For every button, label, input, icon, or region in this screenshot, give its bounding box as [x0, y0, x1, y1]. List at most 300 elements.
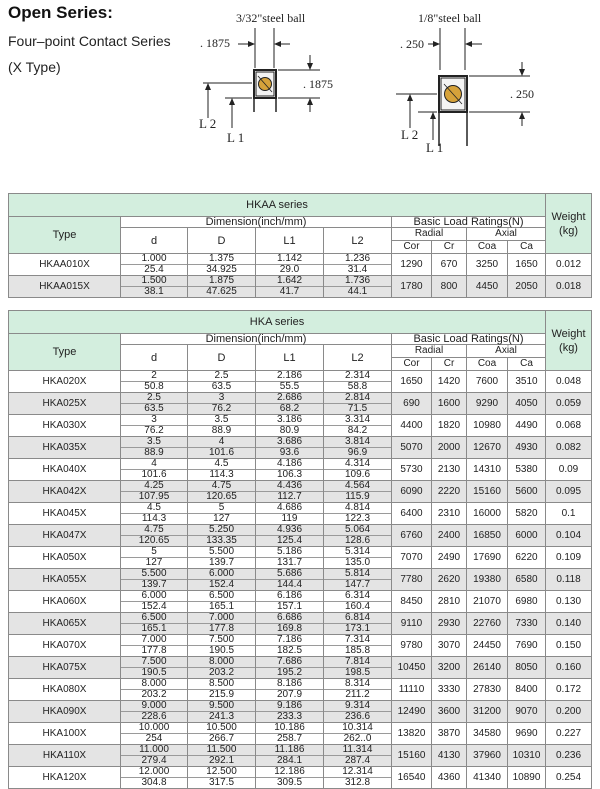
outer-d-cell	[188, 547, 256, 569]
table-row	[9, 371, 592, 393]
l1-cell	[256, 569, 324, 591]
bearing-diagram-small	[199, 11, 333, 145]
l1-cell-inch: 6.186	[256, 591, 323, 602]
ca-cell: 1650	[508, 254, 546, 276]
ca-cell: 10310	[508, 745, 546, 767]
type-cell: HKA090X	[9, 701, 121, 723]
outer-d-cell	[188, 371, 256, 393]
table-row	[9, 459, 592, 481]
outer-d-cell-inch: 1.875	[188, 276, 255, 287]
d-cell-inch: 4.5	[121, 503, 187, 514]
coa-cell: 24450	[467, 635, 508, 657]
table-row	[9, 503, 592, 525]
weight-header: Weight (kg)	[546, 194, 592, 254]
l1-cell-mm: 233.3	[276, 711, 303, 722]
d-cell	[121, 679, 188, 701]
d-cell-inch: 8.000	[121, 679, 187, 690]
cr-cell: 800	[432, 276, 467, 298]
dim-l1-header: L1	[256, 345, 324, 371]
outer-d-cell	[188, 745, 256, 767]
l1-cell	[256, 591, 324, 613]
cor-cell: 9780	[392, 635, 432, 657]
weight-cell: 0.172	[546, 679, 592, 701]
outer-d-cell-mm: 165.1	[208, 601, 235, 612]
l1-cell-inch: 1.142	[256, 254, 323, 265]
weight-cell: 0.104	[546, 525, 592, 547]
l1-cell-mm: 182.5	[276, 645, 303, 656]
d-cell-mm: 190.5	[141, 667, 167, 678]
table-row	[9, 767, 592, 789]
l2-cell-mm: 160.4	[344, 601, 371, 612]
d-cell-mm: 139.7	[141, 579, 167, 590]
dim-l2-header: L2	[324, 228, 392, 254]
table-row	[9, 415, 592, 437]
l2-cell-mm: 31.4	[347, 264, 368, 275]
outer-d-cell-mm: 241.3	[208, 711, 235, 722]
cor-cell: 690	[392, 393, 432, 415]
coa-cell: 31200	[467, 701, 508, 723]
d-cell-inch: 6.000	[121, 591, 187, 602]
coa-cell: 37960	[467, 745, 508, 767]
ca-cell: 6220	[508, 547, 546, 569]
weight-cell: 0.236	[546, 745, 592, 767]
horizontal-dimension: . 1875	[200, 36, 230, 50]
outer-d-cell-inch: 7.500	[188, 635, 255, 646]
l1-cell-inch: 2.686	[256, 393, 323, 404]
weight-cell: 0.095	[546, 481, 592, 503]
cr-cell: 670	[432, 254, 467, 276]
d-cell-mm: 38.1	[144, 286, 164, 297]
l2-cell-inch: 3.814	[324, 437, 391, 448]
d-cell-inch: 4.25	[121, 481, 187, 492]
outer-d-cell-mm: 292.1	[208, 755, 235, 766]
weight-cell: 0.1	[546, 503, 592, 525]
l1-cell-inch: 7.686	[256, 657, 323, 668]
l2-cell-mm: 128.6	[344, 535, 371, 546]
ca-header: Ca	[508, 358, 546, 371]
horizontal-dimension: . 250	[400, 37, 424, 51]
load-ratings-header: Basic Load Ratings(N)	[392, 217, 546, 228]
bearing-diagram-large	[396, 11, 534, 155]
ca-cell: 7330	[508, 613, 546, 635]
outer-d-cell	[188, 635, 256, 657]
l2-cell	[324, 276, 392, 298]
outer-d-cell-mm: 120.65	[206, 491, 237, 502]
weight-cell: 0.130	[546, 591, 592, 613]
cor-cell: 4400	[392, 415, 432, 437]
table-row	[9, 393, 592, 415]
l1-cell-mm: 93.6	[279, 447, 300, 458]
d-cell-mm: 107.95	[138, 491, 170, 502]
type-cell: HKA035X	[9, 437, 121, 459]
cor-cell: 1650	[392, 371, 432, 393]
outer-d-cell-inch: 3.5	[188, 415, 255, 426]
ca-cell: 5820	[508, 503, 546, 525]
table-row	[9, 657, 592, 679]
ca-cell: 9690	[508, 723, 546, 745]
outer-d-cell-inch: 6.000	[188, 569, 255, 580]
coa-cell: 34580	[467, 723, 508, 745]
l2-cell-mm: 109.6	[344, 469, 371, 480]
weight-cell: 0.018	[546, 276, 592, 298]
cor-cell: 8450	[392, 591, 432, 613]
l1-cell-inch: 4.436	[256, 481, 323, 492]
cr-cell: 2400	[432, 525, 467, 547]
coa-cell: 4450	[467, 276, 508, 298]
l2-cell-inch: 4.564	[324, 481, 391, 492]
cr-header: Cr	[432, 241, 467, 254]
outer-d-cell-mm: 133.35	[206, 535, 237, 546]
type-cell: HKAA015X	[9, 276, 121, 298]
l2-cell-mm: 122.3	[344, 513, 371, 524]
d-cell-inch: 7.000	[121, 635, 187, 646]
l1-cell	[256, 679, 324, 701]
l1-cell-inch: 4.686	[256, 503, 323, 514]
l2-cell-mm: 287.4	[344, 755, 371, 766]
d-cell-mm: 120.65	[138, 535, 170, 546]
type-cell: HKA045X	[9, 503, 121, 525]
l1-cell-mm: 119	[281, 513, 298, 524]
weight-cell: 0.200	[546, 701, 592, 723]
dim-d-header: D	[188, 228, 256, 254]
l2-cell	[324, 745, 392, 767]
weight-header: Weight (kg)	[546, 311, 592, 371]
series-title: HKAA series	[9, 194, 546, 217]
d-cell-inch: 10.000	[121, 723, 187, 734]
l2-cell	[324, 415, 392, 437]
d-cell	[121, 415, 188, 437]
d-cell-inch: 2	[121, 371, 187, 382]
type-subtitle: (X Type)	[8, 59, 61, 75]
d-cell	[121, 657, 188, 679]
axial-header: Axial	[467, 345, 546, 358]
outer-d-cell	[188, 481, 256, 503]
l1-cell	[256, 393, 324, 415]
dim-l1-header: L1	[256, 228, 324, 254]
bearing-cross-section-diagrams	[0, 0, 600, 185]
type-header: Type	[9, 217, 121, 254]
outer-d-cell	[188, 503, 256, 525]
ca-cell: 3510	[508, 371, 546, 393]
ca-cell: 6000	[508, 525, 546, 547]
l1-cell	[256, 525, 324, 547]
ca-cell: 6980	[508, 591, 546, 613]
outer-d-cell	[188, 276, 256, 298]
l2-cell-mm: 198.5	[344, 667, 371, 678]
l2-cell-mm: 173.1	[344, 623, 371, 634]
dim-l2-header: L2	[324, 345, 392, 371]
d-cell-mm: 127	[145, 557, 163, 568]
type-header: Type	[9, 334, 121, 371]
l1-cell	[256, 276, 324, 298]
l2-cell-inch: 7.814	[324, 657, 391, 668]
l1-label: L 1	[227, 130, 245, 145]
table-row	[9, 276, 592, 298]
coa-cell: 12670	[467, 437, 508, 459]
cr-cell: 1420	[432, 371, 467, 393]
l1-cell-mm: 29.0	[279, 264, 300, 275]
l2-cell-mm: 262..0	[343, 733, 372, 744]
outer-d-cell-inch: 10.500	[188, 723, 255, 734]
radial-header: Radial	[392, 345, 467, 358]
table-row	[9, 569, 592, 591]
weight-cell: 0.09	[546, 459, 592, 481]
outer-d-cell-mm: 215.9	[208, 689, 235, 700]
d-cell-mm: 101.6	[141, 469, 167, 480]
d-cell-mm: 50.8	[144, 381, 164, 392]
coa-cell: 26140	[467, 657, 508, 679]
type-cell: HKA060X	[9, 591, 121, 613]
coa-cell: 22760	[467, 613, 508, 635]
l2-cell-inch: 9.314	[324, 701, 391, 712]
l2-cell-mm: 147.7	[344, 579, 371, 590]
d-cell-mm: 152.4	[141, 601, 167, 612]
cor-cell: 12490	[392, 701, 432, 723]
axial-header: Axial	[467, 228, 546, 241]
l1-cell-mm: 131.7	[276, 557, 303, 568]
ca-cell: 7690	[508, 635, 546, 657]
page-title: Open Series:	[8, 3, 113, 22]
type-cell: HKA040X	[9, 459, 121, 481]
l2-cell-inch: 1.736	[324, 276, 391, 287]
l2-cell-inch: 6.314	[324, 591, 391, 602]
d-cell	[121, 393, 188, 415]
outer-d-cell-mm: 63.5	[211, 381, 232, 392]
outer-d-cell-inch: 8.500	[188, 679, 255, 690]
l2-cell	[324, 525, 392, 547]
l1-cell-inch: 8.186	[256, 679, 323, 690]
d-cell	[121, 371, 188, 393]
l2-cell-mm: 211.2	[345, 689, 370, 700]
d-cell	[121, 723, 188, 745]
l1-cell	[256, 723, 324, 745]
d-cell	[121, 437, 188, 459]
series-subtitle: Four–point Contact Series	[8, 33, 171, 49]
l2-cell	[324, 371, 392, 393]
d-cell	[121, 635, 188, 657]
outer-d-cell	[188, 525, 256, 547]
cor-cell: 6090	[392, 481, 432, 503]
l2-cell-inch: 3.314	[324, 415, 391, 426]
table-row	[9, 481, 592, 503]
outer-d-cell	[188, 723, 256, 745]
d-cell	[121, 591, 188, 613]
type-cell: HKA075X	[9, 657, 121, 679]
l1-cell-inch: 7.186	[256, 635, 323, 646]
l2-cell-inch: 6.814	[324, 613, 391, 624]
l1-cell-inch: 6.686	[256, 613, 323, 624]
coa-cell: 17690	[467, 547, 508, 569]
load-ratings-header: Basic Load Ratings(N)	[392, 334, 546, 345]
l1-cell-inch: 12.186	[256, 767, 323, 778]
weight-cell: 0.082	[546, 437, 592, 459]
l2-cell	[324, 613, 392, 635]
l2-cell	[324, 723, 392, 745]
l1-cell	[256, 481, 324, 503]
d-cell-inch: 5	[121, 547, 187, 558]
vertical-dimension: . 250	[510, 87, 534, 101]
l2-cell-inch: 5.064	[324, 525, 391, 536]
l2-cell-inch: 2.314	[324, 371, 391, 382]
l1-cell-inch: 5.686	[256, 569, 323, 580]
table-row	[9, 591, 592, 613]
ca-cell: 8400	[508, 679, 546, 701]
l1-cell-mm: 169.8	[276, 623, 303, 634]
type-cell: HKA042X	[9, 481, 121, 503]
ca-cell: 4050	[508, 393, 546, 415]
cor-cell: 9110	[392, 613, 432, 635]
l2-cell-mm: 185.8	[344, 645, 371, 656]
outer-d-cell-mm: 139.7	[208, 557, 235, 568]
l2-cell	[324, 437, 392, 459]
outer-d-cell-mm: 190.5	[208, 645, 235, 656]
l2-cell	[324, 481, 392, 503]
d-cell-inch: 2.5	[121, 393, 187, 404]
dim-d-header: d	[121, 228, 188, 254]
d-cell	[121, 481, 188, 503]
l1-cell-mm: 125.4	[276, 535, 303, 546]
outer-d-cell-mm: 203.2	[208, 667, 235, 678]
outer-d-cell-inch: 5.250	[188, 525, 255, 536]
d-cell-mm: 88.9	[144, 447, 164, 458]
l2-label: L 2	[199, 116, 217, 131]
d-cell-mm: 279.4	[141, 755, 167, 766]
outer-d-cell	[188, 437, 256, 459]
outer-d-cell	[188, 679, 256, 701]
d-cell	[121, 503, 188, 525]
l1-cell-inch: 1.642	[256, 276, 323, 287]
outer-d-cell-inch: 7.000	[188, 613, 255, 624]
l1-cell-inch: 3.686	[256, 437, 323, 448]
d-cell-mm: 254	[145, 733, 163, 744]
outer-d-cell-inch: 4	[188, 437, 255, 448]
l1-cell	[256, 459, 324, 481]
type-cell: HKA030X	[9, 415, 121, 437]
cr-cell: 3070	[432, 635, 467, 657]
d-cell-mm: 76.2	[144, 425, 164, 436]
hkaa-series-table	[8, 193, 592, 298]
l2-cell-inch: 4.814	[324, 503, 391, 514]
series-title: HKA series	[9, 311, 546, 334]
outer-d-cell-inch: 3	[188, 393, 255, 404]
coa-cell: 7600	[467, 371, 508, 393]
d-cell	[121, 459, 188, 481]
d-cell	[121, 276, 188, 298]
table-row	[9, 723, 592, 745]
l2-cell-inch: 5.314	[324, 547, 391, 558]
l2-cell-inch: 11.314	[324, 745, 391, 756]
l1-cell-mm: 41.7	[279, 286, 300, 297]
cr-cell: 2310	[432, 503, 467, 525]
outer-d-cell-mm: 317.5	[208, 777, 235, 788]
cr-header: Cr	[432, 358, 467, 371]
l2-cell	[324, 591, 392, 613]
cr-cell: 1600	[432, 393, 467, 415]
type-cell: HKA020X	[9, 371, 121, 393]
cor-cell: 5730	[392, 459, 432, 481]
l2-cell-mm: 84.2	[347, 425, 368, 436]
l2-cell-inch: 12.314	[324, 767, 391, 778]
weight-cell: 0.227	[546, 723, 592, 745]
outer-d-cell	[188, 254, 256, 276]
cor-cell: 10450	[392, 657, 432, 679]
l1-cell-mm: 157.1	[276, 601, 303, 612]
dim-d-header: d	[121, 345, 188, 371]
l1-cell-inch: 4.936	[256, 525, 323, 536]
cr-cell: 1820	[432, 415, 467, 437]
d-cell-inch: 3.5	[121, 437, 187, 448]
l1-cell-inch: 4.186	[256, 459, 323, 470]
cr-cell: 2930	[432, 613, 467, 635]
l2-cell	[324, 701, 392, 723]
ca-cell: 4490	[508, 415, 546, 437]
l1-cell-mm: 144.4	[276, 579, 303, 590]
l2-cell-mm: 115.9	[345, 491, 370, 502]
type-cell: HKA047X	[9, 525, 121, 547]
l1-cell	[256, 254, 324, 276]
cr-cell: 3600	[432, 701, 467, 723]
coa-cell: 16000	[467, 503, 508, 525]
d-cell	[121, 569, 188, 591]
l1-cell-mm: 309.5	[276, 777, 303, 788]
outer-d-cell-inch: 2.5	[188, 371, 255, 382]
l1-cell	[256, 635, 324, 657]
l2-cell	[324, 254, 392, 276]
coa-cell: 10980	[467, 415, 508, 437]
d-cell-mm: 25.4	[144, 264, 164, 275]
outer-d-cell	[188, 415, 256, 437]
coa-cell: 9290	[467, 393, 508, 415]
outer-d-cell-inch: 5.500	[188, 547, 255, 558]
l2-cell-mm: 236.6	[344, 711, 371, 722]
l1-cell	[256, 745, 324, 767]
table-row	[9, 254, 592, 276]
outer-d-cell	[188, 613, 256, 635]
table-row	[9, 679, 592, 701]
outer-d-cell-inch: 1.375	[188, 254, 255, 265]
type-cell: HKA065X	[9, 613, 121, 635]
table-row	[9, 525, 592, 547]
coa-cell: 15160	[467, 481, 508, 503]
d-cell	[121, 547, 188, 569]
cr-cell: 2220	[432, 481, 467, 503]
l1-cell-mm: 195.2	[276, 667, 303, 678]
cr-cell: 2130	[432, 459, 467, 481]
type-cell: HKA120X	[9, 767, 121, 789]
l1-cell	[256, 415, 324, 437]
cor-header: Cor	[392, 358, 432, 371]
ball-size-label: 3/32"steel ball	[236, 11, 306, 25]
type-cell: HKAA010X	[9, 254, 121, 276]
outer-d-cell-mm: 127	[213, 513, 230, 524]
l1-cell-inch: 11.186	[256, 745, 323, 756]
cor-cell: 6400	[392, 503, 432, 525]
d-cell-inch: 11.000	[121, 745, 187, 756]
outer-d-cell	[188, 569, 256, 591]
d-cell-inch: 1.000	[121, 254, 187, 265]
outer-d-cell-mm: 114.3	[209, 469, 234, 480]
dimension-header: Dimension(inch/mm)	[121, 334, 392, 345]
weight-cell: 0.068	[546, 415, 592, 437]
l2-cell-mm: 71.5	[347, 403, 368, 414]
l1-cell	[256, 437, 324, 459]
coa-cell: 16850	[467, 525, 508, 547]
d-cell-inch: 1.500	[121, 276, 187, 287]
l1-cell-mm: 112.7	[277, 491, 302, 502]
outer-d-cell-mm: 47.625	[206, 286, 237, 297]
l2-cell	[324, 393, 392, 415]
outer-d-cell	[188, 591, 256, 613]
